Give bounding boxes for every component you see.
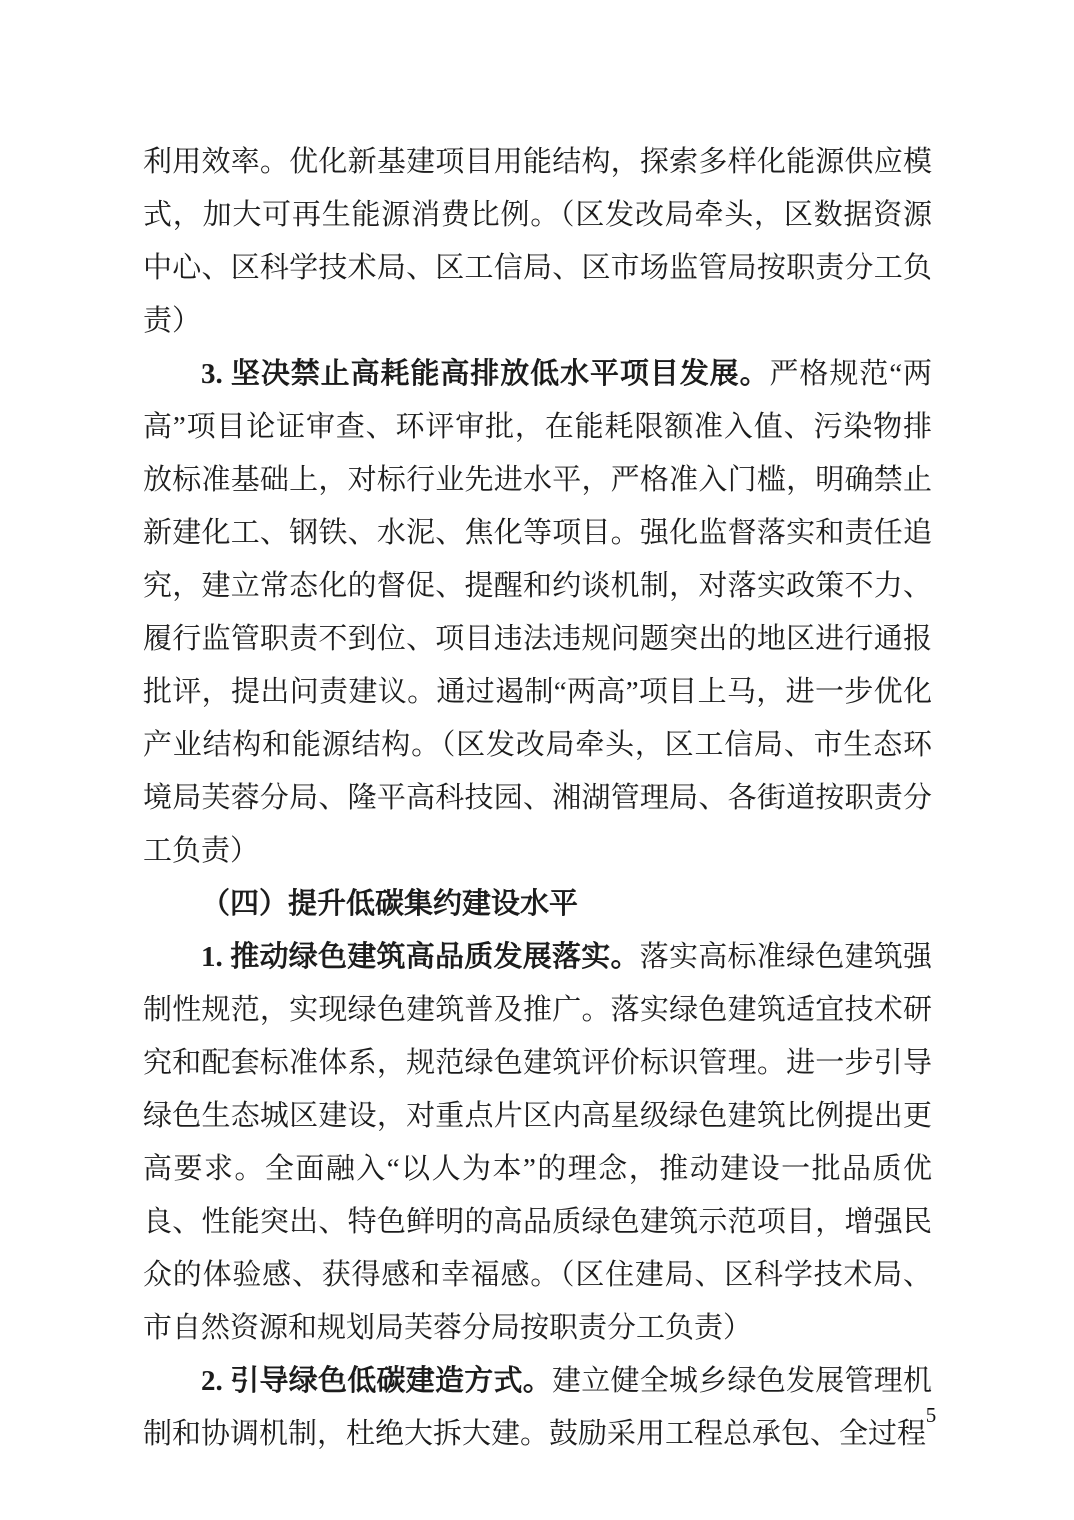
paragraph-lead-bold: 2. 引导绿色低碳建造方式。	[201, 1365, 552, 1397]
paragraph-text: 建立健全城乡绿色发展管理机制和协调机制，杜绝大拆大建。鼓励采用工程总承包、全过程	[143, 1365, 932, 1450]
section-heading-text: （四）提升低碳集约建设水平	[201, 888, 579, 920]
body-paragraph-item-2	[143, 1355, 932, 1461]
section-heading-4	[143, 878, 932, 931]
body-paragraph-item-3	[143, 348, 932, 878]
body-paragraph-continuation	[143, 136, 932, 348]
document-page-body	[143, 136, 932, 1461]
body-paragraph-item-1	[143, 931, 932, 1355]
page-number: 5	[925, 1403, 937, 1427]
paragraph-text: 利用效率。优化新基建项目用能结构，探索多样化能源供应模式，加大可再生能源消费比例。（区发改局牵头，区数据资源中心、区科学技术局、区工信局、区市场监管局按职责分工负责）	[143, 146, 932, 337]
paragraph-text: 严格规范“两高”项目论证审查、环评审批，在能耗限额准入值、污染物排放标准基础上，对标行业先进水平，严格准入门槛，明确禁止新建化工、钢铁、水泥、焦化等项目。强化监督落实和责任追究，建立常态化的督促、提醒和约谈机制，对落实政策不力、履行监管职责不到位、项目违法违规问题突出的地区进行通报批评，提出问责建议。通过遏制“两高”项目上马，进一步优化产业结构和能源结构。（区发改局牵头，区工信局、市生态环境局芙蓉分局、隆平高科技园、湘湖管理局、各街道按职责分工负责）	[143, 358, 932, 867]
paragraph-text: 落实高标准绿色建筑强制性规范，实现绿色建筑普及推广。落实绿色建筑适宜技术研究和配套标准体系，规范绿色建筑评价标识管理。进一步引导绿色生态城区建设，对重点片区内高星级绿色建筑比例提出更高要求。全面融入“以人为本”的理念，推动建设一批品质优良、性能突出、特色鲜明的高品质绿色建筑示范项目，增强民众的体验感、获得感和幸福感。（区住建局、区科学技术局、市自然资源和规划局芙蓉分局按职责分工负责）	[143, 941, 932, 1344]
paragraph-lead-bold: 3. 坚决禁止高耗能高排放低水平项目发展。	[201, 358, 770, 390]
paragraph-lead-bold: 1. 推动绿色建筑高品质发展落实。	[201, 941, 640, 973]
